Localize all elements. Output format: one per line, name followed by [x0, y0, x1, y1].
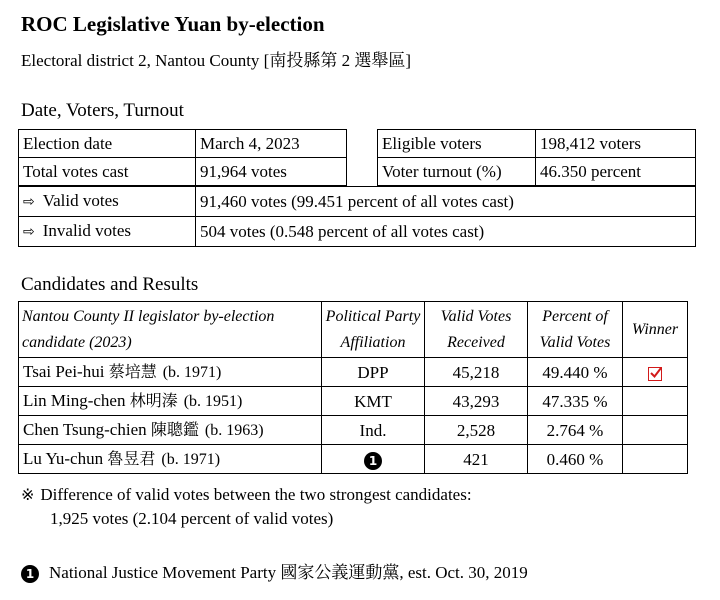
invalid-votes-label-text: Invalid votes	[42, 221, 132, 240]
page-subtitle: Electoral district 2, Nantou County [南投縣第 2 選舉區]	[21, 51, 411, 70]
candidate-percent: 0.460 %	[528, 445, 623, 474]
table-row	[19, 358, 688, 387]
election-date-value: March 4, 2023	[196, 130, 347, 158]
section-heading-turnout: Date, Voters, Turnout	[21, 100, 184, 121]
total-votes-value: 91,964 votes	[196, 158, 347, 186]
candidate-winner	[623, 387, 688, 416]
header-candidate: Nantou County II legislator by-election candidate (2023)	[19, 302, 322, 358]
results-header-row	[19, 302, 688, 358]
election-date-label: Election date	[19, 130, 196, 158]
table-row	[19, 416, 688, 445]
header-winner: Winner	[623, 302, 688, 358]
valid-votes-value: 91,460 votes (99.451 percent of all votes cast)	[196, 187, 696, 217]
candidate-party: Ind.	[322, 416, 425, 445]
candidate-winner	[623, 445, 688, 474]
candidate-name: Chen Tsung-chien 陳聰鑑 (b. 1963)	[19, 416, 322, 445]
header-party: Political Party Affiliation	[322, 302, 425, 358]
valid-invalid-table	[18, 186, 696, 247]
candidate-name: Lu Yu-chun 魯昱君 (b. 1971)	[19, 445, 322, 474]
party-footnote	[21, 561, 528, 585]
valid-votes-label-text: Valid votes	[42, 191, 119, 210]
candidate-votes: 421	[425, 445, 528, 474]
voter-turnout-label: Voter turnout (%)	[378, 158, 536, 186]
difference-note-line1: Difference of valid votes between the two strongest candidates:	[40, 485, 472, 504]
difference-note-line2: 1,925 votes (2.104 percent of valid votes)	[50, 509, 334, 528]
eligible-voters-label: Eligible voters	[378, 130, 536, 158]
voter-turnout-value: 46.350 percent	[536, 158, 696, 186]
candidate-percent: 47.335 %	[528, 387, 623, 416]
party-footnote-text: National Justice Movement Party 國家公義運動黨, est. Oct. 30, 2019	[49, 563, 528, 582]
page-title: ROC Legislative Yuan by-election	[21, 12, 325, 36]
total-votes-label: Total votes cast	[19, 158, 196, 186]
number-one-circle-icon: 1	[21, 565, 39, 583]
number-one-circle-icon: 1	[364, 452, 382, 470]
candidate-party: DPP	[322, 358, 425, 387]
invalid-votes-value: 504 votes (0.548 percent of all votes cast)	[196, 217, 696, 247]
arrow-right-icon: ⇨	[23, 194, 35, 210]
difference-note	[21, 483, 472, 531]
candidate-name: Lin Ming-chen 林明溱 (b. 1951)	[19, 387, 322, 416]
candidate-winner	[623, 416, 688, 445]
candidate-votes: 43,293	[425, 387, 528, 416]
valid-votes-label	[19, 187, 196, 217]
reference-mark-icon: ※	[21, 485, 35, 504]
candidate-percent: 2.764 %	[528, 416, 623, 445]
candidate-percent: 49.440 %	[528, 358, 623, 387]
invalid-votes-label	[19, 217, 196, 247]
header-votes: Valid Votes Received	[425, 302, 528, 358]
header-percent: Percent of Valid Votes	[528, 302, 623, 358]
info-table-right	[377, 129, 696, 186]
results-table	[18, 301, 688, 474]
candidate-party: KMT	[322, 387, 425, 416]
candidate-name: Tsai Pei-hui 蔡培慧 (b. 1971)	[19, 358, 322, 387]
table-row	[19, 387, 688, 416]
eligible-voters-value: 198,412 voters	[536, 130, 696, 158]
checkbox-checked-icon	[648, 367, 662, 381]
candidate-winner	[623, 358, 688, 387]
table-row	[19, 445, 688, 474]
section-heading-candidates: Candidates and Results	[21, 274, 199, 295]
candidate-votes: 2,528	[425, 416, 528, 445]
arrow-right-icon: ⇨	[23, 224, 35, 240]
candidate-party	[322, 445, 425, 474]
candidate-votes: 45,218	[425, 358, 528, 387]
info-table-left	[18, 129, 347, 186]
